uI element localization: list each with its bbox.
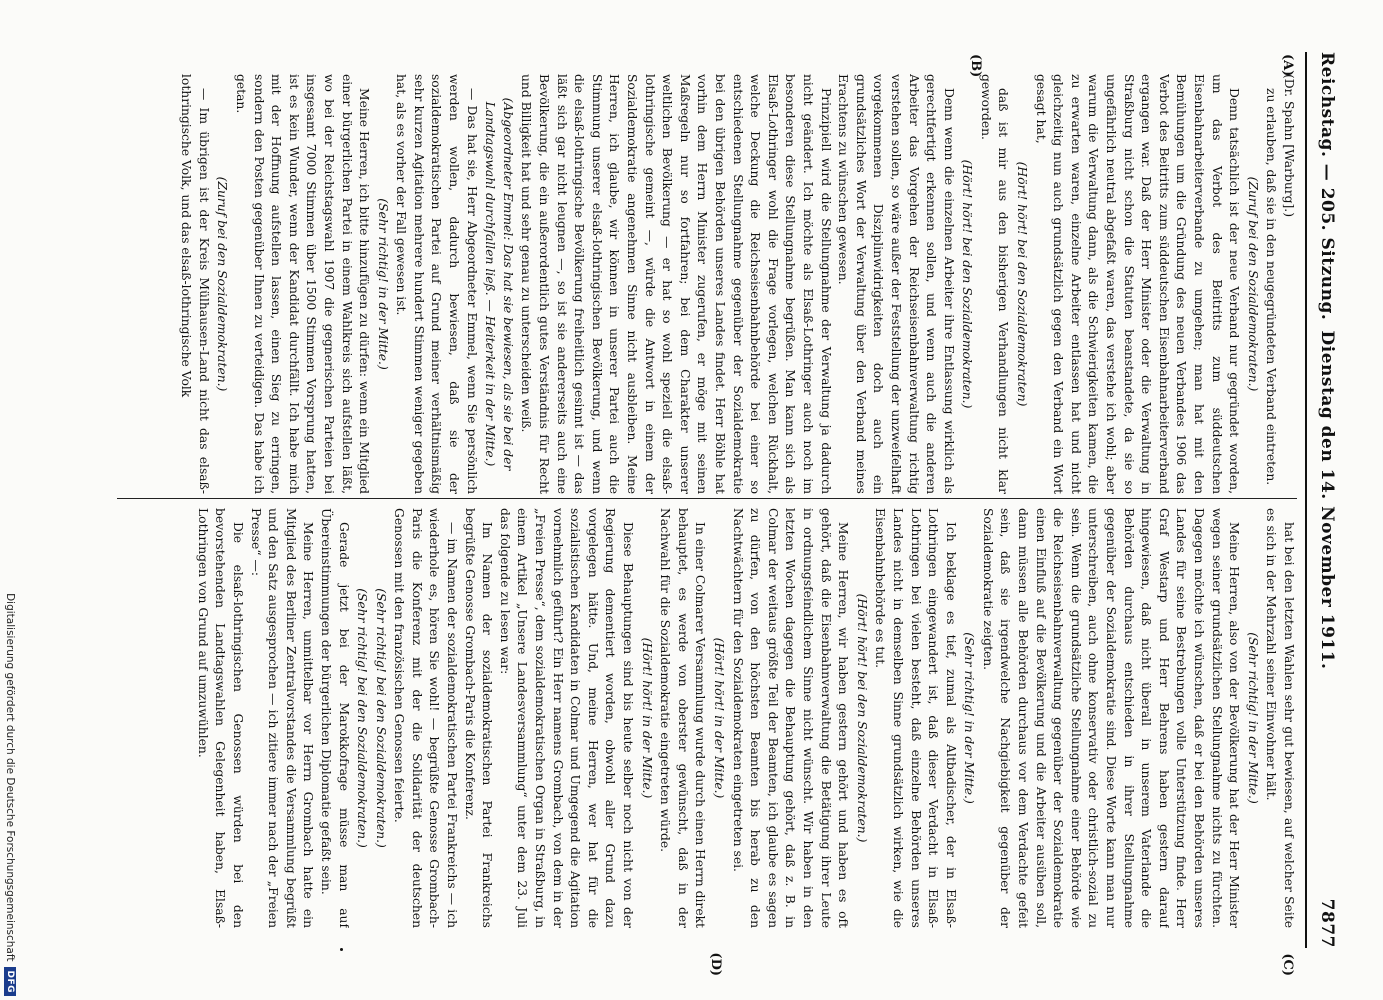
column-divider <box>117 498 1297 499</box>
paragraph: Im Namen der sozialdemokratischen Partei Frankreichs begrüßte Genosse Grombach-Paris die Konferenz. <box>462 508 495 928</box>
margin-mark-d: (D) <box>708 952 723 976</box>
page-number: 7877 <box>1317 898 1337 948</box>
interjection: (Abgeordneter Emmel: Das hat sie bewiesen, als sie bei der Landtagswahl durchfallen ließ. — Heiterkeit in der Mitte.) <box>483 97 515 471</box>
interjection: (Sehr richtig! bei den Sozialdemokraten.) <box>373 588 388 848</box>
paragraph: Meine Herren, unmittelbar vor Herrn Grombach hatte ein Mitglied des Berliner Zentralvorstandes die Versammlung begrüßt und den Satz ausgesprochen — ich zitiere immer nach der „Freien Presse“ —: <box>248 508 316 928</box>
paragraph: — im Namen der sozialdemokratischen Partei Frankreichs — ich wiederhole es, hören Sie wohl! — begrüßte Genosse Grombach-Paris die Konferenz mit der die Solidarität der deutschen Genossen mit den französischen Genossen feierte. <box>392 508 460 928</box>
paragraph: — Das hat sie, Herr Abgeordneter Emmel, wenn Sie persönlich werden wollen, dadurch bewiesen, daß sie der sozialdemokratischen Partei auf Grund meiner verhältnismäßig sehr kurzen Agitation mehrere hundert Stimmen weniger gegeben hat, als es vorher der Fall gewesen ist. <box>394 74 479 494</box>
interjection: (Hört! hört! in der Mitte.) <box>712 637 726 799</box>
paragraph: zu erlauben, daß sie in den neugegründeten Verband eintreten. <box>1264 88 1279 486</box>
interjection: (Zuruf bei den Sozialdemokraten.) <box>215 176 230 392</box>
interjection: (Sehr richtig! bei den Sozialdemokraten.) <box>355 588 370 848</box>
digitization-footer <box>4 6 16 996</box>
right-column <box>117 508 1297 928</box>
paragraph: Gerade jetzt bei der Marokkofrage müsse man auf Übereinstimmungen der bürgerlichen Diplomatie gefaßt sein. <box>318 508 351 928</box>
paragraph: Meine Herren, wir haben gestern gehört und haben es oft gehört, daß die Eisenbahnverwaltung die Betätigung ihrer Leute in ordnungsfeindlichem Sinne nicht wünscht. Wir haben in den letzten Wochen dagegen die Behauptung gehört, daß z. B. in Colmar der weitaus größte Teil der Beamten, ich glaube es sagen zu dürfen, von den höchsten Beamten bis herab zu den Nachtwächtern für den Sozialdemokraten eingetreten sei. <box>730 508 851 928</box>
interjection: (Sehr richtig! in der Mitte.) <box>375 198 390 370</box>
margin-mark-b: (B) <box>968 54 983 78</box>
interjection: (Zuruf bei den Sozialdemokraten.) <box>1245 176 1260 392</box>
paragraph: Denn wenn die einzelnen Arbeiter ihre Entlassung wirklich als gerechtfertigt erkennen sollen, und wenn auch die anderen Arbeiter das Vorgehen der Reichseisenbahnverwaltung richtig verstehen sollen, so wäre außer der Feststellung der unzweifelhaft vorgekommenen Disziplinwidrigkeiten doch auch ein grundsätzliches Wort der Verwaltung über den Verband meines Erachtens zu wünschen gewesen. <box>836 74 956 494</box>
header-rule <box>1305 52 1307 948</box>
stray-dot <box>340 948 343 951</box>
paragraph: Prinzipiell wird die Stellungnahme der Verwaltung ja dadurch nicht geändert. Ich möchte als Elsaß-Lothringer auch noch im besonderen diese Stellungnahme begrüßen. Man kann sich als Elsaß-Lothringer wohl die Frage vorlegen, welchen Rückhalt, welche Deckung die Reichseisenbahnbehörde bei einer so entschiedenen Stellungnahme gegenüber der Sozialdemokratie bei den übrigen Behörden unseres Landes findet. Herr Böhle hat vorhin dem Herrn Minister zugerufen, er möge mit seinen Maßregeln nur so fortfahren; bei dem Charakter unserer weltlichen Bevölkerung — er hat so wohl speziell die elsaß-lothringische gemeint —, würde die Antwort in einem der Sozialdemokratie angenehmen Sinne nicht ausbleiben. Meine Herren, ich glaube, wir können in unserer Partei auch die Stimmung unserer elsaß-lothringischen Bevölkerung, und wenn die elsaß-lothringische Bevölkerung freiheitlich gesinnt ist — das läßt sich gar nicht leugnen —, so ist sie andererseits auch eine Bevölkerung, die ein außerordentlich gutes Verständnis für Recht und Billigkeit hat und sehr genau zu unterscheiden weiß. <box>519 74 833 494</box>
header-left: Reichstag. — 205. Sitzung. <box>1317 52 1337 321</box>
paragraph: daß ist mir aus den bisherigen Verhandlungen nicht klar geworden. <box>978 74 1011 494</box>
digitization-note: Digitalisierung gefördert durch die Deutsche Forschungsgemeinschaft <box>4 593 16 962</box>
paragraph: Denn tatsächlich ist der neue Verband nur gegründet worden, um das Verbot des Beitritts zum süddeutschen Eisenbahnarbeiterverbande zu umgehen; man hat mit den Bemühungen um die Gründung des neuen Verbandes 1906 das Verbot des Beitritts zum süddeutschen Eisenbahnarbeiterverband ergangen war. Daß der Herr Minister oder die Verwaltung in Straßburg nicht schon die Statuten beanstandete, da sie so ungefährlich neutral abgefaßt waren, das verstehe ich wohl; aber warum die Verwaltung dann, als die Schwierigkeiten kamen, die zu erwarten waren, einzelne Arbeiter entlassen hat und nicht gleichzeitig nun auch grundsätzlich gegen den Verband ein Wort gesagt hat, <box>1033 74 1242 494</box>
paragraph: Diese Behauptungen sind bis heute selber noch nicht von der Regierung dementiert worden, obwohl aller Grund dazu vorgelegen hätte. Und, meine Herren, wer hat für die sozialistischen Kandidaten in Colmar und Umgegend die Agitation vornehmlich geführt? Ein Herr namens Grombach, von dem in der „Freien Presse“, dem sozialdemokratischen Organ in Straßburg, in einem Artikel „Unsere Landesversammlung“ unter dem 23. Juli das folgende zu lesen war: <box>497 508 636 928</box>
margin-mark-c: (C) <box>1280 953 1295 976</box>
interjection: (Sehr richtig! in der Mitte.) <box>1245 632 1260 804</box>
dfg-logo: DFG <box>4 967 16 996</box>
interjection: (Hört! hört! bei den Sozialdemokraten) <box>1015 161 1030 407</box>
left-column <box>117 74 1297 494</box>
header-center: Dienstag den 14. November 1911. <box>1317 330 1337 670</box>
paragraph: Ich beklage es tief, zumal als Altbadischer, der in Elsaß-Lothringen eingewandert ist, daß dieser Verdacht in Elsaß-Lothringen bei vielen besteht, daß einzelne Behörden unseres Landes nicht in demselben Sinne grundsätzlich wirken, wie die Eisenbahnbehörde es tut. <box>873 508 958 928</box>
interjection: (Hört! hört! bei den Sozialdemokraten.) <box>854 593 869 843</box>
paragraph: Die elsaß-lothringischen Genossen würden bei den bevorstehenden Landtagswahlen Gelegenheit haben, Elsaß-Lothringen von Grund auf umzuwühlen. <box>195 508 245 928</box>
interjection: (Hört! hört! bei den Sozialdemokraten.) <box>960 159 975 409</box>
speaker-line: (Dr. Spahn [Warburg].) <box>1282 74 1296 217</box>
interjection: (Sehr richtig! in der Mitte.) <box>962 632 977 804</box>
paragraph: — Im übrigen ist der Kreis Mülhausen-Land nicht das elsaß-lothringische Volk, und das elsaß-lothringische Volk <box>179 74 211 494</box>
paragraph: In einer Colmarer Versammlung wurde durch einen Herrn direkt behauptet, es werde von oberster gewünscht, daß in der Nachwahl für die Sozialdemokratie eingetreten würde. <box>658 508 708 928</box>
paragraph: hat bei den letzten Wahlen sehr gut bewiesen, auf welcher Seite es sich in der Mehrzahl seiner Einwohner hält. <box>1264 508 1296 928</box>
page-header <box>1309 52 1337 948</box>
interjection: (Hört! hört! in der Mitte.) <box>639 637 654 799</box>
paragraph: Meine Herren, ich bitte hinzufügen zu dürfen: wenn ein Mitglied einer bürgerlichen Partei in einem Wahlkreis sich aufstellen läßt, wo bei der Reichstagswahl 1907 die gegnerischen Parteien bei insgesamt 7000 Stimmen über 1500 Stimmen Vorsprung hatten, ist es kein Wunder, wenn der Kandidat durchfällt. Ich habe mich mit der Hoffnung aufstellen lassen, einen Sieg zu erringen, sondern den Posten gegenüber Ihnen zu verteidigen. Das habe ich getan. <box>233 74 372 494</box>
margin-mark-a: (A) <box>1280 54 1295 77</box>
paragraph: Meine Herren, also von der Bevölkerung hat der Herr Minister wegen seiner grundsätzlichen Stellungnahme nichts zu fürchten. Dagegen möchte ich wünschen, daß er bei den Behörden unseres Landes für seine Bestrebungen volle Unterstützung finde. Herr Graf Westarp und Herr Behrens haben gestern darauf hingewiesen, daß nicht überall in unserem Vaterlande die Behörden durchaus entschieden in ihrer Stellungnahme gegenüber der Sozialdemokratie sind. Diese Worte kann man nur unterschreiben, auch ohne konservativ oder christlich-sozial zu sein. Wenn die grundsätzliche Stellungnahme einer Behörde wie die Reichseisenbahnverwaltung gegenüber der Sozialdemokratie einen Einfluß auf die Bevölkerung und die Arbeiter ausüben soll, dann müssen alle Behörden durchaus vor dem Verdachte gefeit sein, daß sie irgendwelche Nachgiebigkeit gegenüber der Sozialdemokratie zeigten. <box>980 508 1242 928</box>
